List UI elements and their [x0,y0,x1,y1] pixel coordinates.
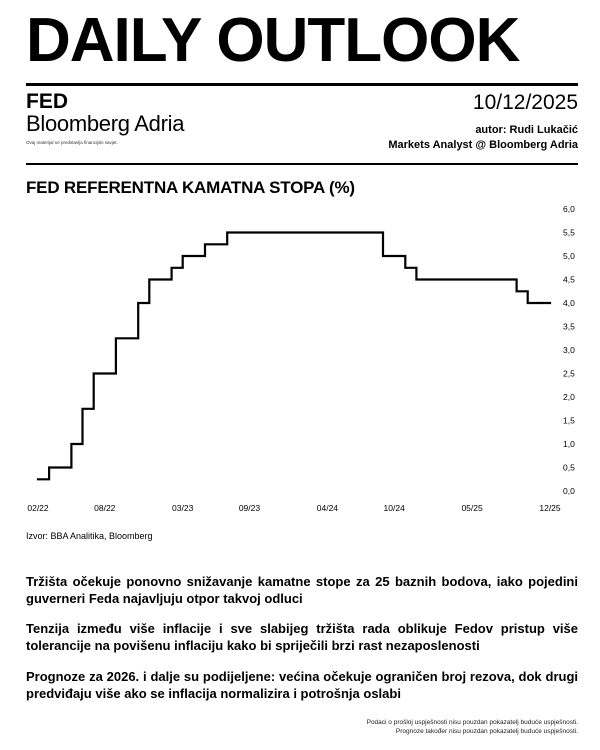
y-tick-label: 6,0 [563,204,575,214]
report-date: 10/12/2025 [472,91,578,114]
author-name: autor: Rudi Lukačić [475,124,578,136]
y-tick-label: 4,0 [563,298,575,308]
topic-label: FED [26,90,68,113]
chart-title: FED REFERENTNA KAMATNA STOPA (%) [26,178,355,197]
y-tick-label: 2,0 [563,392,575,402]
x-axis [27,503,561,513]
title-divider [26,83,578,86]
x-tick-label: 10/24 [383,503,405,513]
x-tick-label: 02/22 [27,503,49,513]
bullet-paragraph-1: Tržišta očekuje ponovno snižavanje kamatne stope za 25 baznih bodova, iako pojedini guverneri Feda najavljuju otpor takvoj odluci [26,574,578,606]
rate-step-line [38,233,550,480]
y-tick-label: 5,0 [563,251,575,261]
y-tick-label: 3,5 [563,321,575,332]
y-tick-label: 0,0 [563,486,575,496]
section-divider [26,163,578,165]
page-title: DAILY OUTLOOK [26,6,520,75]
x-tick-label: 03/23 [172,503,194,513]
y-tick-label: 4,5 [563,274,575,285]
x-tick-label: 04/24 [316,503,339,513]
y-axis [563,204,575,496]
x-tick-label: 12/25 [539,503,561,513]
brand-logo-text: Bloomberg Adria [26,111,185,136]
footer-disclaimer-2: Prognoze također nisu pouzdan pokazatelj buduće uspješnosti. [395,728,578,735]
y-tick-label: 1,5 [563,415,575,426]
x-tick-label: 08/22 [94,503,116,513]
x-tick-label: 09/23 [238,503,261,513]
footer-disclaimer-1: Podaci o prošlој uspješnosti nisu pouzdan pokazatelj buduće uspješnosti. [366,719,578,726]
brand-disclaimer: Ovaj materijal ne predstavlja financijski savjet. [26,140,118,145]
y-tick-label: 3,0 [563,345,575,355]
bullet-paragraph-3: Prognoze za 2026. i dalje su podijeljene: većina očekuje ograničen broj rezova, dok drugi predviđaju više ako se inflacija normalizira i potrošnja oslabi [26,669,578,701]
y-tick-label: 1,0 [563,439,575,449]
y-tick-label: 5,5 [563,227,575,238]
author-role: Markets Analyst @ Bloomberg Adria [388,139,578,151]
y-tick-label: 2,5 [563,368,575,379]
x-tick-label: 05/25 [461,503,483,513]
y-tick-label: 0,5 [563,462,575,473]
chart-source: Izvor: BBA Analitika, Bloomberg [26,531,153,541]
bullet-paragraph-2: Tenzija između više inflacije i sve slabijeg tržišta rada oblikuje Fedov pristup više tolerancije na povišenu inflaciju kako bi spriječili brzi rast nezaposlenosti [26,621,578,653]
rate-chart [0,195,600,520]
